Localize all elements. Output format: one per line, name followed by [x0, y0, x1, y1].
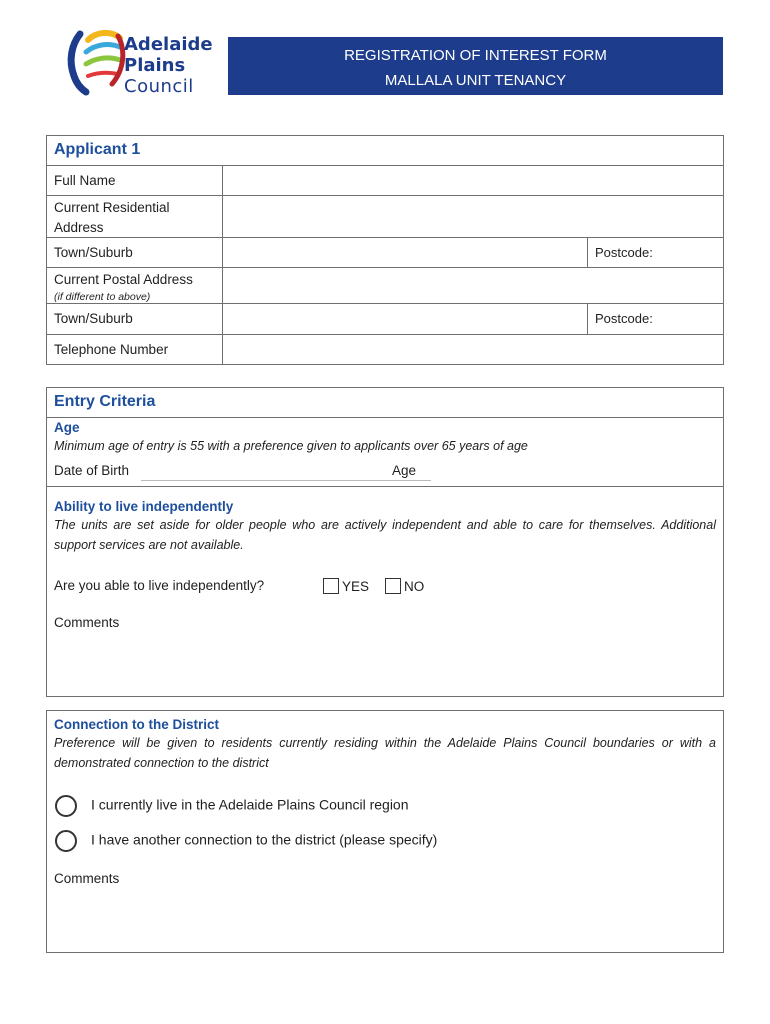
independence-comments-field[interactable] [54, 637, 716, 690]
entry-criteria-title: Entry Criteria [47, 388, 723, 418]
age-heading: Age [54, 420, 80, 435]
yes-checkbox[interactable] [323, 578, 339, 594]
full-name-row [47, 166, 723, 196]
connection-comments-field[interactable] [54, 893, 716, 946]
independence-question: Are you able to live independently? [54, 578, 265, 593]
age-label: Age [392, 463, 417, 478]
yes-option[interactable] [323, 578, 369, 594]
independence-description: The units are set aside for older people who are actively independent and able to care for themselves. Additional support services are not available. [54, 518, 716, 552]
age-block [47, 418, 723, 487]
independence-heading: Ability to live independently [54, 499, 234, 514]
connection-description: Preference will be given to residents currently residing within the Adelaide Plains Council boundaries or with a demonstrated connection to the district [54, 736, 716, 770]
town-suburb-row-1 [47, 238, 723, 268]
postal-address-row [47, 268, 723, 304]
town-suburb-label-1: Town/Suburb [47, 238, 223, 267]
logo-line-3: Council [124, 76, 194, 97]
town-suburb-label-2: Town/Suburb [47, 304, 223, 334]
telephone-row [47, 335, 723, 364]
connection-option-1[interactable] [55, 795, 409, 817]
town-suburb-row-2 [47, 304, 723, 335]
connection-heading: Connection to the District [54, 717, 219, 732]
full-name-label: Full Name [47, 166, 223, 195]
full-name-field[interactable] [223, 166, 723, 195]
town-suburb-field-2[interactable] [223, 304, 723, 334]
connection-section [46, 710, 724, 953]
yes-label: YES [342, 579, 370, 594]
form-title-banner [228, 37, 723, 95]
postal-address-label: Current Postal Address [54, 272, 193, 287]
independence-comments-label: Comments [54, 615, 120, 630]
residential-address-field[interactable] [223, 196, 723, 237]
no-label: NO [404, 579, 425, 594]
other-connection-radio[interactable] [55, 830, 77, 852]
logo-line-1: Adelaide [124, 34, 213, 55]
logo-text [124, 34, 213, 97]
entry-criteria-section [46, 387, 724, 697]
logo-line-2: Plains [124, 55, 186, 76]
telephone-field[interactable] [223, 335, 723, 364]
independence-block [47, 487, 723, 696]
residential-address-label: Current Residential Address [47, 196, 223, 237]
no-checkbox[interactable] [385, 578, 401, 594]
postcode-field-1[interactable]: Postcode: [587, 238, 725, 267]
connection-option-2[interactable] [55, 830, 437, 852]
postal-address-field[interactable] [223, 268, 723, 303]
form-title: REGISTRATION OF INTEREST FORM [344, 47, 607, 64]
connection-comments-label: Comments [54, 871, 120, 886]
connection-option-1-label: I currently live in the Adelaide Plains Council region [91, 796, 409, 813]
applicant-title: Applicant 1 [47, 136, 723, 166]
age-description: Minimum age of entry is 55 with a preference given to applicants over 65 years of age [54, 439, 528, 453]
council-logo [66, 26, 236, 98]
form-subtitle: MALLALA UNIT TENANCY [384, 72, 567, 89]
telephone-label: Telephone Number [47, 335, 223, 364]
no-option[interactable] [385, 578, 424, 594]
town-suburb-field-1[interactable] [223, 238, 723, 267]
postal-address-note: (if different to above) [54, 291, 151, 303]
applicant-section [46, 135, 724, 365]
postcode-field-2[interactable]: Postcode: [587, 304, 725, 334]
live-in-region-radio[interactable] [55, 795, 77, 817]
residential-address-row [47, 196, 723, 238]
council-logo-icon [66, 26, 126, 98]
connection-option-2-label: I have another connection to the district (please specify) [91, 831, 438, 848]
dob-label: Date of Birth [54, 463, 130, 478]
dob-field[interactable] [141, 480, 431, 481]
postal-address-label-cell [47, 268, 223, 303]
